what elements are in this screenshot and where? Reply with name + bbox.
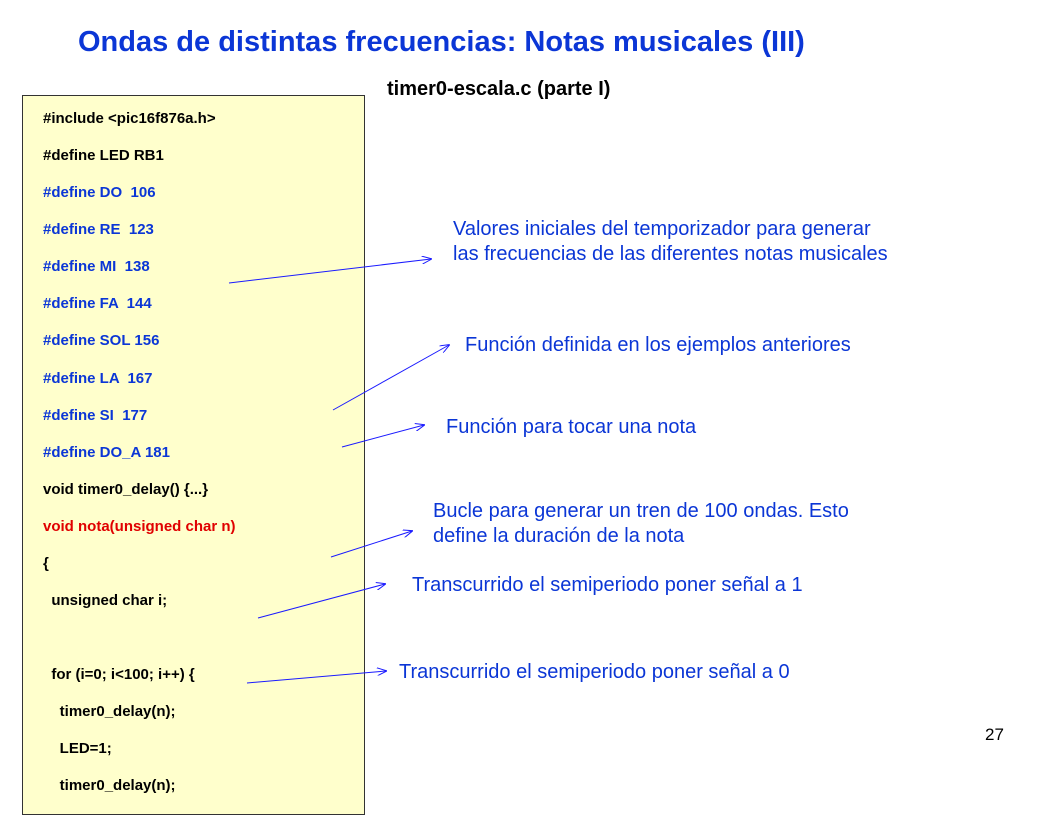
code-line-open-brace: {: [43, 555, 49, 572]
arrow-signal-low: [247, 671, 386, 683]
code-line-led-on: LED=1;: [43, 740, 112, 757]
code-line-for-loop: for (i=0; i<100; i++) {: [43, 666, 195, 683]
note-loop-line-2: define la duración de la nota: [433, 525, 685, 547]
code-line-define-la: #define LA 167: [43, 370, 153, 387]
code-line-delay-2: timer0_delay(n);: [43, 777, 176, 794]
note-defined-function: Función definida en los ejemplos anteriores: [465, 334, 851, 356]
arrow-play-note: [342, 425, 424, 447]
arrow-initial-values: [229, 259, 431, 283]
code-line-nota-signature: void nota(unsigned char n): [43, 518, 236, 535]
arrow-loop: [331, 531, 412, 557]
code-line-define-do-a: #define DO_A 181: [43, 444, 170, 461]
code-line-define-do: #define DO 106: [43, 184, 156, 201]
note-initial-values-line-2: las frecuencias de las diferentes notas musicales: [453, 243, 888, 265]
code-line-declare-i: unsigned char i;: [43, 592, 168, 609]
code-line-include: #include <pic16f876a.h>: [43, 110, 216, 127]
code-line-define-sol: #define SOL 156: [43, 332, 160, 349]
note-initial-values-line-1: Valores iniciales del temporizador para generar: [453, 218, 871, 240]
code-line-delay-1: timer0_delay(n);: [43, 703, 176, 720]
code-line-define-mi: #define MI 138: [43, 258, 150, 275]
note-signal-low: Transcurrido el semiperiodo poner señal a 0: [399, 661, 790, 683]
note-play-note-function: Función para tocar una nota: [446, 416, 697, 438]
arrow-defined-function: [333, 345, 449, 410]
note-signal-high: Transcurrido el semiperiodo poner señal a 1: [412, 574, 803, 596]
code-line-define-fa: #define FA 144: [43, 295, 152, 312]
code-line-define-re: #define RE 123: [43, 221, 154, 238]
code-file-subtitle: timer0-escala.c (parte I): [387, 78, 611, 100]
code-line-timer0-delay: void timer0_delay() {...}: [43, 481, 209, 498]
slide-title: Ondas de distintas frecuencias: Notas musicales (III): [78, 26, 805, 58]
page-number: 27: [985, 725, 1004, 744]
arrow-signal-high: [258, 584, 385, 618]
code-line-define-si: #define SI 177: [43, 407, 148, 424]
note-loop-line-1: Bucle para generar un tren de 100 ondas. Esto: [433, 500, 849, 522]
code-line-define-led: #define LED RB1: [43, 147, 164, 164]
